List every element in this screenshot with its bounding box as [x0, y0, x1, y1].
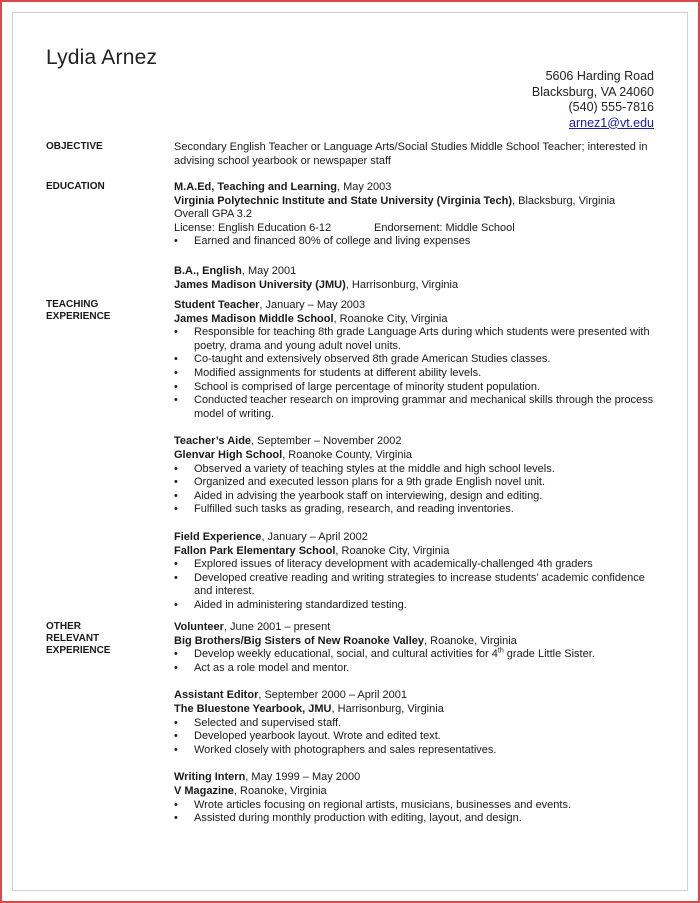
job-date: , January – May 2003 [259, 299, 366, 311]
bullet-icon: • [174, 326, 178, 339]
organization: The Bluestone Yearbook, JMU [174, 702, 332, 715]
education-entry [174, 181, 656, 249]
list-item: • Worked closely with photographers and sales representatives. [174, 743, 497, 756]
org-location: , Roanoke County, Virginia [282, 448, 413, 461]
list-item: • Aided in advising the yearbook staff on interviewing, design and editing. [174, 489, 543, 502]
experience-entry [174, 771, 656, 825]
city-state-zip: Blacksburg, VA 24060 [531, 84, 654, 99]
objective-label: OBJECTIVE [46, 141, 103, 152]
bullet-icon: • [174, 235, 178, 248]
list-item: • Assisted during monthly production with editing, layout, and design. [174, 812, 522, 825]
job-title: Assistant Editor [174, 689, 259, 702]
endorsement: Endorsement: Middle School [374, 221, 515, 234]
list-item: • Wrote articles focusing on regional artists, musicians, businesses and events. [174, 798, 572, 811]
school: James Madison University (JMU) [174, 278, 346, 291]
bullet-icon: • [174, 812, 178, 825]
experience-entry [174, 531, 656, 613]
org-location: , Roanoke, Virginia [233, 784, 327, 797]
contact-block [532, 69, 654, 131]
job-date: , January – April 2002 [261, 530, 368, 543]
list-item: • Developed creative reading and writing strategies to increase students’ academic confidence and interest. [174, 571, 645, 598]
job-title: Student Teacher [174, 299, 260, 311]
other-experience-label: OTHER RELEVANT EXPERIENCE [46, 621, 111, 656]
organization: Fallon Park Elementary School [174, 544, 336, 557]
experience-entry [174, 621, 656, 675]
list-item: • Developed yearbook layout. Wrote and edited text. [174, 730, 441, 743]
objective-text: Secondary English Teacher or Language Arts/Social Studies Middle School Teacher; interested in advising school yearbook or newspaper staff [174, 141, 648, 167]
bullet-icon: • [174, 476, 178, 489]
bullet-icon: • [174, 462, 178, 475]
job-title: Teacher’s Aide [174, 435, 252, 448]
bullet-icon: • [174, 366, 178, 379]
bullet-icon: • [174, 730, 178, 743]
list-item: • Conducted teacher research on improving grammar and mechanical skills through the process model of writing. [174, 394, 654, 420]
job-title: Writing Intern [174, 771, 246, 784]
bullet-icon: • [174, 743, 178, 756]
org-location: , Roanoke City, Virginia [333, 312, 448, 325]
education-entry [174, 265, 656, 292]
list-item: • Responsible for teaching 8th grade Language Arts during which students were presented with poetry, drama and young adult novel units. [174, 326, 650, 352]
list-item: • School is comprised of large percentage of minority student population. [174, 380, 541, 393]
list-item: • Modified assignments for students at different ability levels. [174, 366, 482, 379]
organization: Glenvar High School [174, 448, 283, 461]
bullet-icon: • [174, 380, 178, 393]
bullet-icon: • [174, 648, 178, 661]
bullet-icon: • [174, 798, 178, 811]
bullet-icon: • [174, 558, 178, 571]
organization: Big Brothers/Big Sisters of New Roanoke Valley [174, 634, 425, 647]
bullet-icon: • [174, 661, 178, 674]
degree: M.A.Ed, Teaching and Learning [174, 181, 337, 193]
list-item: • Fulfilled such tasks as grading, research, and reading inventories. [174, 503, 514, 516]
bullet-icon: • [174, 598, 178, 611]
bullet-icon: • [174, 503, 178, 516]
org-location: , Roanoke City, Virginia [335, 544, 450, 557]
job-title: Field Experience [174, 530, 262, 543]
license: License: English Education 6-12 [174, 221, 332, 234]
job-date: , September – November 2002 [251, 435, 402, 448]
applicant-name: Lydia Arnez [46, 46, 158, 69]
list-item: • Selected and supervised staff. [174, 716, 342, 729]
list-item: • Explored issues of literacy development with academically-challenged 4th graders [174, 558, 593, 571]
phone-number: (540) 555-7816 [568, 100, 654, 114]
school-location: , Harrisonburg, Virginia [345, 278, 459, 291]
street-address: 5606 Harding Road [545, 69, 654, 83]
school-location: , Blacksburg, Virginia [512, 194, 616, 207]
org-location: , Harrisonburg, Virginia [331, 702, 444, 715]
degree: B.A., English [174, 264, 242, 277]
list-item: • Co-taught and extensively observed 8th grade American Studies classes. [174, 353, 551, 366]
job-date: , May 1999 – May 2000 [245, 771, 361, 784]
bullet-icon: • [174, 489, 178, 502]
org-location: , Roanoke, Virginia [424, 634, 517, 647]
list-item: • Earned and financed 80% of college and living expenses [174, 235, 471, 248]
degree-date: , May 2003 [336, 181, 392, 193]
list-item: • Act as a role model and mentor. [174, 661, 350, 674]
education-label: EDUCATION [46, 181, 105, 192]
school: Virginia Polytechnic Institute and State University (Virginia Tech) [174, 194, 513, 207]
organization: V Magazine [174, 784, 234, 797]
bullet-icon: • [174, 571, 178, 584]
degree-date: , May 2001 [241, 264, 297, 277]
organization: James Madison Middle School [174, 312, 334, 325]
list-item: • Develop weekly educational, social, and cultural activities for 4th grade Little Sister. [174, 647, 595, 661]
gpa: Overall GPA 3.2 [174, 208, 253, 221]
list-item: • Aided in administering standardized testing. [174, 598, 407, 611]
bullet-icon: • [174, 394, 178, 407]
job-title: Volunteer [174, 621, 224, 633]
experience-entry [174, 689, 656, 757]
job-date: , June 2001 – present [223, 621, 331, 633]
email-link[interactable]: arnez1@vt.edu [569, 115, 654, 130]
bullet-icon: • [174, 353, 178, 366]
list-item: • Organized and executed lesson plans for a 9th grade English novel unit. [174, 476, 546, 489]
bullet-icon: • [174, 716, 178, 729]
teaching-label: TEACHING EXPERIENCE [46, 299, 111, 322]
list-item: • Observed a variety of teaching styles at the middle and high school levels. [174, 462, 555, 475]
experience-entry [174, 299, 656, 421]
experience-entry [174, 435, 656, 517]
job-date: , September 2000 – April 2001 [258, 689, 407, 702]
